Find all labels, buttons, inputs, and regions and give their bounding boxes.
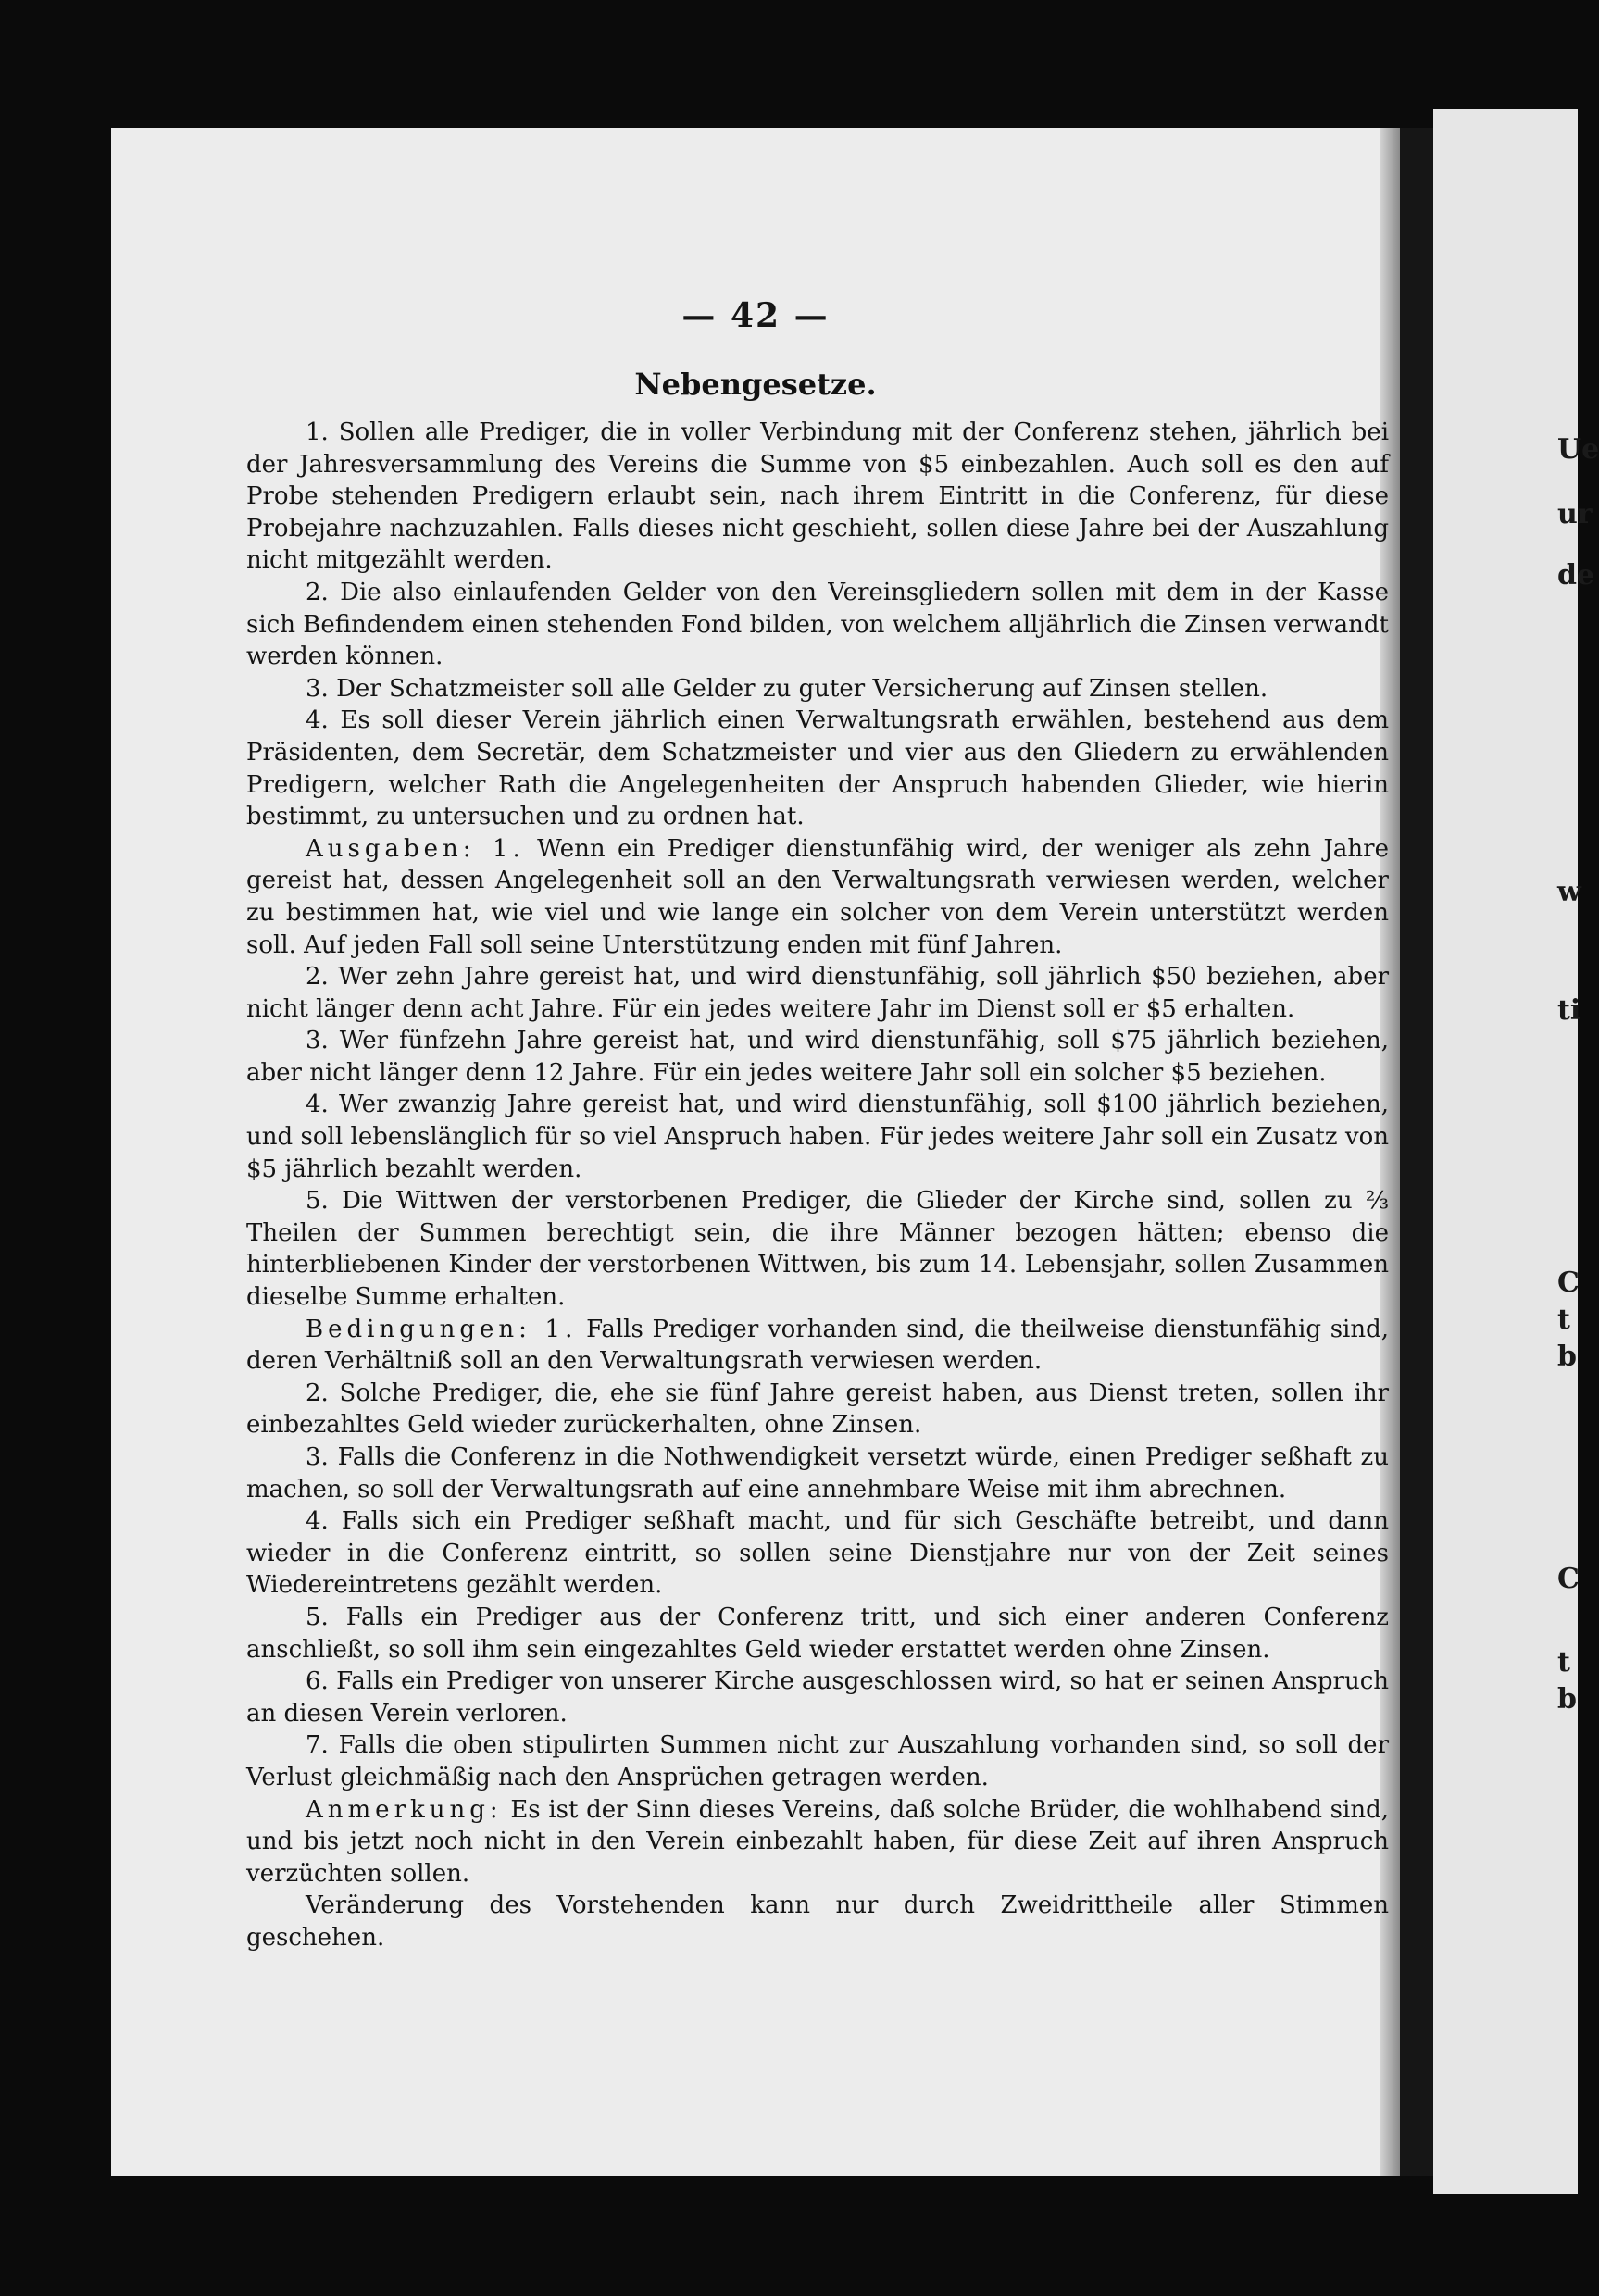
paragraph-text: Falls die oben stipulirten Summen nicht zur Auszahlung vorhanden sind, so soll der Verlust gleichmäßig nach den Ansprüchen getragen werden. — [246, 1731, 1389, 1791]
paragraph-number: 4. — [306, 1507, 329, 1536]
adjacent-page-fragment: ur — [1557, 498, 1593, 530]
paragraph-number: 3. — [306, 1443, 329, 1471]
page-title: Nebengesetze. — [634, 367, 877, 402]
paragraph-text: Solche Prediger, die, ehe sie fünf Jahre gereist haben, aus Dienst treten, sollen ihr einbezahltes Geld wieder zurückerhalten, ohne Zinsen. — [246, 1379, 1390, 1440]
adjacent-page-fragment: ti — [1557, 994, 1581, 1027]
paragraph-number: Ausgaben: 1. — [306, 834, 525, 863]
document-body — [246, 417, 1389, 1954]
paragraph-text: Falls ein Prediger von unserer Kirche ausgeschlossen wird, so hat er seinen Anspruch an diesen Verein verloren. — [246, 1667, 1390, 1728]
paragraph-text: Wenn ein Prediger dienstunfähig wird, der weniger als zehn Jahre gereist hat, dessen Angelegenheit soll an den Verwaltungsrath verwiesen werden, welcher zu bestimmen hat, wie viel und wie lange ein solcher von dem Verein unterstützt werden soll. Auf jeden Fall soll seine Unterstützung enden mit fünf Jahren. — [246, 834, 1389, 959]
adjacent-page-fragment: Ue — [1557, 433, 1599, 466]
paragraph-text: Falls die Conferenz in die Nothwendigkeit versetzt würde, einen Prediger seßhaft zu machen, so soll der Verwaltungsrath auf eine annehmbare Weise mit ihm abrechnen. — [246, 1443, 1389, 1504]
paragraph — [246, 1794, 1389, 1890]
paragraph — [246, 577, 1389, 673]
paragraph-text: Wer zehn Jahre gereist hat, und wird dienstunfähig, soll jährlich $50 beziehen, aber nicht länger denn acht Jahre. Für ein jedes weitere Jahr im Dienst soll er $5 erhalten. — [246, 963, 1390, 1023]
paragraph-text: Wer zwanzig Jahre gereist hat, und wird dienstunfähig, soll $100 jährlich beziehen, und soll lebenslänglich für so viel Anspruch haben. Für jedes weitere Jahr soll ein Zusatz von $5 jährlich bezahlt werden. — [246, 1091, 1389, 1183]
paragraph-number: 1. — [306, 418, 329, 446]
paragraph-number: 4. — [306, 1091, 329, 1119]
paragraph-number: 5. — [306, 1603, 329, 1631]
paragraph — [246, 833, 1389, 961]
paragraph — [246, 1025, 1389, 1089]
paragraph-text: Die also einlaufenden Gelder von den Vereinsgliedern sollen mit dem in der Kasse sich Befindendem einen stehenden Fond bilden, von welchem alljährlich die Zinsen verwandt werden können. — [246, 578, 1390, 671]
adjacent-page-fragment: de — [1557, 559, 1595, 592]
paragraph-text: Falls sich ein Prediger seßhaft macht, und für sich Geschäfte betreibt, und dann wieder in die Conferenz eintritt, so sollen seine Dienstjahre nur von der Zeit seines Wiedereintretens gezählt werden. — [246, 1507, 1389, 1600]
paragraph-text: Falls ein Prediger aus der Conferenz tritt, und sich einer anderen Conferenz anschließt, so soll ihm sein eingezahltes Geld wieder erstattet werden ohne Zinsen. — [246, 1603, 1390, 1664]
paragraph-number: Anmerkung: — [306, 1795, 503, 1824]
paragraph-number: 6. — [306, 1667, 329, 1696]
paragraph — [246, 417, 1389, 577]
paragraph — [246, 1505, 1389, 1602]
paragraph-text: Veränderung des Vorstehenden kann nur durch Zweidrittheile aller Stimmen geschehen. — [246, 1891, 1389, 1952]
paragraph-number: 7. — [306, 1731, 329, 1760]
paragraph-text: Der Schatzmeister soll alle Gelder zu guter Versicherung auf Zinsen stellen. — [336, 674, 1268, 703]
paragraph-text: Es soll dieser Verein jährlich einen Verwaltungsrath erwählen, bestehend aus dem Präsidenten, dem Secretär, dem Schatzmeister und vier aus den Gliedern zu erwählenden Predigern, welcher Rath die Angelegenheiten der Anspruch habenden Glieder, wie hierin bestimmt, zu untersuchen und zu ordnen hat. — [246, 706, 1390, 831]
paragraph-number: 4. — [306, 706, 329, 735]
paragraph — [246, 1729, 1389, 1793]
paragraph-number: 2. — [306, 963, 329, 992]
paragraph — [246, 673, 1389, 705]
paragraph-text: Falls Prediger vorhanden sind, die theilweise dienstunfähig sind, deren Verhältniß soll an den Verwaltungsrath verwiesen werden. — [246, 1315, 1390, 1376]
page-number-header: — 42 — — [681, 296, 830, 335]
paragraph-number: Bedingungen: 1. — [306, 1315, 578, 1343]
paragraph-text: Die Wittwen der verstorbenen Prediger, die Glieder der Kirche sind, sollen zu ⅔ Theilen der Summen berechtigt sein, die ihre Männer bezogen hätten; ebenso die hinterbliebenen Kinder der verstorbenen Wittwen, bis zum 14. Lebensjahr, sollen Zusammen dieselbe Summe erhalten. — [246, 1187, 1390, 1312]
adjacent-page-fragment: C — [1557, 1267, 1580, 1299]
document-page — [111, 128, 1400, 2176]
paragraph — [246, 705, 1389, 832]
paragraph — [246, 1089, 1389, 1185]
adjacent-page-fragment: t — [1557, 1304, 1570, 1336]
paragraph-number: 3. — [306, 674, 329, 703]
adjacent-page-fragment: C — [1557, 1563, 1580, 1595]
adjacent-page-fragment: b — [1557, 1683, 1577, 1716]
book-gutter — [1400, 128, 1433, 2176]
paragraph-number: 2. — [306, 578, 329, 606]
paragraph — [246, 1185, 1389, 1313]
paragraph — [246, 1890, 1389, 1953]
adjacent-page-fragment: t — [1557, 1646, 1570, 1678]
paragraph — [246, 1666, 1389, 1729]
paragraph — [246, 1602, 1389, 1666]
paragraph-number: 2. — [306, 1379, 329, 1407]
paragraph — [246, 1378, 1389, 1441]
paragraph — [246, 1314, 1389, 1378]
paragraph-text: Sollen alle Prediger, die in voller Verbindung mit der Conferenz stehen, jährlich bei der Jahresversammlung des Vereins die Summe von $5 einbezahlen. Auch soll es den auf Probe stehenden Predigern erlaubt sein, nach ihrem Eintritt in die Conferenz, für diese Probejahre nachzuzahlen. Falls dieses nicht geschieht, sollen diese Jahre bei der Auszahlung nicht mitgezählt werden. — [246, 418, 1390, 575]
paragraph-number: 5. — [306, 1187, 329, 1216]
adjacent-page-fragment: b — [1557, 1341, 1577, 1373]
paragraph-number: 3. — [306, 1027, 329, 1055]
paragraph-text: Es ist der Sinn dieses Vereins, daß solche Brüder, die wohlhabend sind, und bis jetzt noch nicht in den Verein einbezahlt haben, für diese Zeit auf ihren Anspruch verzüchten sollen. — [246, 1795, 1389, 1888]
paragraph — [246, 961, 1389, 1025]
adjacent-page-edge — [1433, 109, 1599, 2194]
paragraph-text: Wer fünfzehn Jahre gereist hat, und wird dienstunfähig, soll $75 jährlich beziehen, aber nicht länger denn 12 Jahre. Für ein jedes weitere Jahr soll ein solcher $5 beziehen. — [246, 1027, 1390, 1087]
paragraph — [246, 1441, 1389, 1505]
adjacent-page-fragment: w — [1557, 876, 1581, 908]
